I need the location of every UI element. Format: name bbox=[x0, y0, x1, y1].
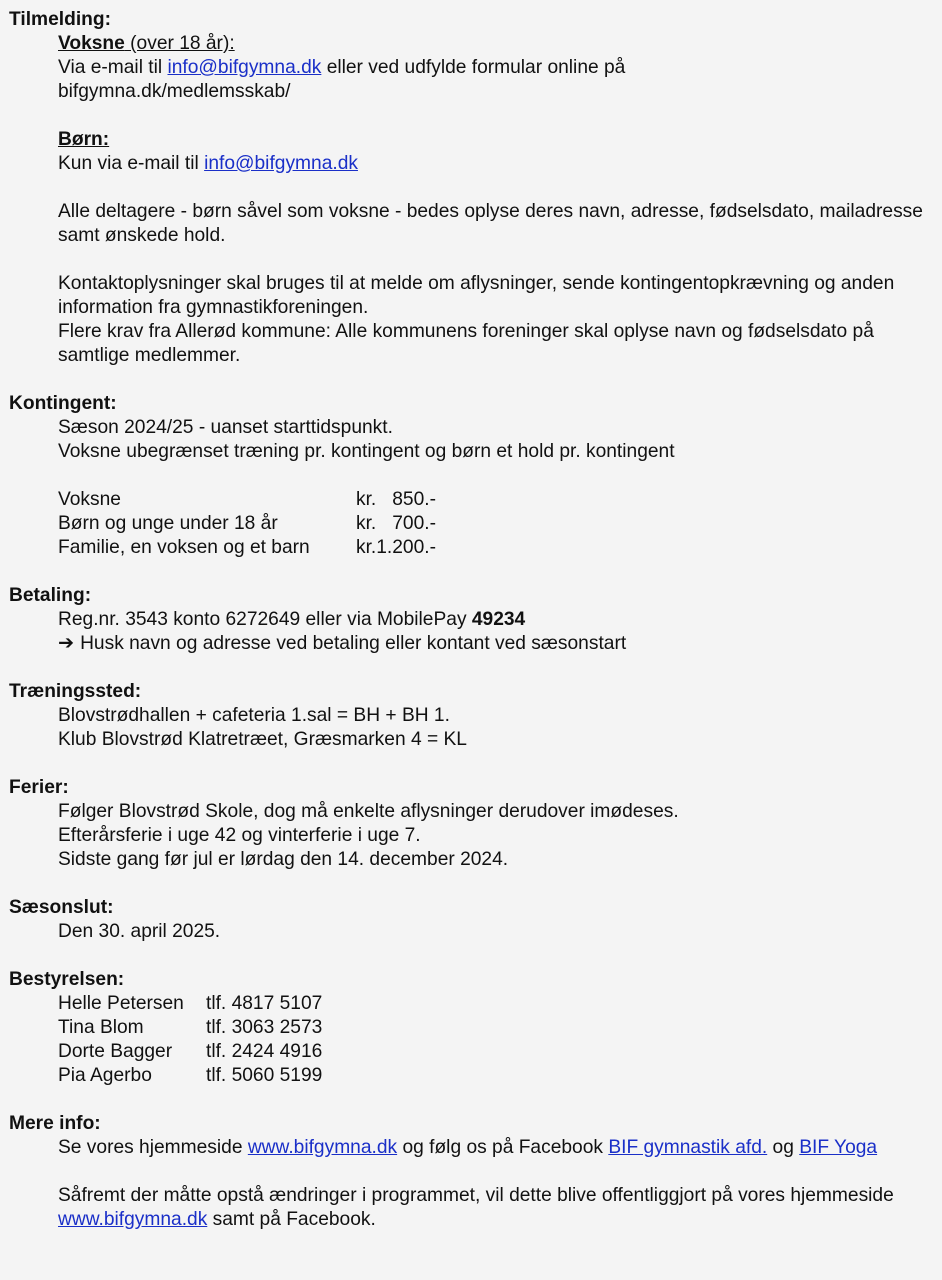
section-heading-traeningssted: Træningssted: bbox=[9, 681, 142, 702]
bestyrelsen-body bbox=[9, 992, 942, 1088]
mere-info-and: og bbox=[767, 1137, 800, 1158]
price-row bbox=[58, 536, 932, 560]
kontingent-body bbox=[9, 416, 942, 560]
ferier-line1: Følger Blovstrød Skole, dog må enkelte aflysninger derudover imødeses. bbox=[58, 801, 679, 822]
section-heading-bestyrelsen: Bestyrelsen: bbox=[9, 969, 125, 990]
price-label: Voksne bbox=[58, 489, 121, 510]
voksne-label: Voksne bbox=[58, 33, 125, 54]
ferier-body bbox=[9, 800, 942, 872]
traeningssted-body bbox=[9, 704, 942, 752]
traeningssted-line2: Klub Blovstrød Klatretræet, Græsmarken 4 = KL bbox=[58, 729, 467, 750]
voksne-line2: bifgymna.dk/medlemsskab/ bbox=[58, 81, 291, 102]
website-link[interactable]: www.bifgymna.dk bbox=[247, 1137, 398, 1158]
board-member-name: Pia Agerbo bbox=[58, 1065, 152, 1086]
betaling-line2 bbox=[58, 632, 932, 656]
board-member-name: Dorte Bagger bbox=[58, 1041, 173, 1062]
board-member-name: Tina Blom bbox=[58, 1017, 144, 1038]
board-member-phone: tlf. 5060 5199 bbox=[206, 1065, 323, 1086]
ferier-line2: Efterårsferie i uge 42 og vinterferie i uge 7. bbox=[58, 825, 421, 846]
voksne-line1-post: eller ved udfylde formular online på bbox=[321, 57, 626, 78]
board-member-row bbox=[58, 1064, 932, 1088]
board-member-row bbox=[58, 992, 932, 1016]
section-heading-kontingent: Kontingent: bbox=[9, 393, 117, 414]
price-value: kr. 850.- bbox=[356, 489, 436, 510]
section-heading-betaling: Betaling: bbox=[9, 585, 92, 606]
price-value: kr.1.200.- bbox=[356, 537, 436, 558]
voksne-suffix: (over 18 år): bbox=[124, 33, 235, 54]
mere-info-pre: Se vores hjemmeside bbox=[58, 1137, 248, 1158]
voksne-header bbox=[58, 32, 932, 56]
email-link-born[interactable]: info@bifgymna.dk bbox=[204, 153, 358, 174]
krav-text: Flere krav fra Allerød kommune: Alle kommunens foreninger skal oplyse navn og fødselsdato på samtlige medlemmer. bbox=[58, 321, 874, 366]
born-header bbox=[58, 128, 932, 152]
betaling-line1 bbox=[58, 608, 932, 632]
kontakt-text: Kontaktoplysninger skal bruges til at melde om aflysninger, sende kontingentopkrævning og anden information fra gymnastikforeningen. bbox=[58, 273, 895, 318]
kontingent-line1: Sæson 2024/25 - uanset starttidspunkt. bbox=[58, 417, 393, 438]
section-heading-ferier: Ferier: bbox=[9, 777, 69, 798]
notice-pre: Såfremt der måtte opstå ændringer i programmet, vil dette blive offentliggjort på vores hjemmeside bbox=[58, 1185, 894, 1206]
born-line bbox=[58, 152, 932, 176]
betaling-line1-pre: Reg.nr. 3543 konto 6272649 eller via MobilePay bbox=[58, 609, 472, 630]
board-member-phone: tlf. 2424 4916 bbox=[206, 1041, 323, 1062]
section-heading-tilmelding: Tilmelding: bbox=[9, 9, 111, 30]
price-label: Familie, en voksen og et barn bbox=[58, 537, 310, 558]
voksne-line1 bbox=[58, 56, 932, 80]
born-label: Børn: bbox=[58, 129, 110, 150]
voksne-line1-pre: Via e-mail til bbox=[58, 57, 168, 78]
notice-post: samt på Facebook. bbox=[207, 1209, 376, 1230]
facebook-yoga-link[interactable]: BIF Yoga bbox=[799, 1137, 878, 1158]
mobilepay-number: 49234 bbox=[471, 609, 526, 630]
kontingent-line2: Voksne ubegrænset træning pr. kontingent og børn et hold pr. kontingent bbox=[58, 441, 675, 462]
board-member-row bbox=[58, 1016, 932, 1040]
section-heading-mere-info: Mere info: bbox=[9, 1113, 101, 1134]
facebook-gymnastik-link[interactable]: BIF gymnastik afd. bbox=[608, 1137, 768, 1158]
tilmelding-body bbox=[9, 32, 942, 368]
arrow-right-icon: ➔ bbox=[58, 633, 75, 654]
email-link-voksne[interactable]: info@bifgymna.dk bbox=[167, 57, 322, 78]
notice-text bbox=[58, 1184, 932, 1232]
betaling-reminder: Husk navn og adresse ved betaling eller kontant ved sæsonstart bbox=[80, 633, 627, 654]
price-row bbox=[58, 512, 932, 536]
board-member-phone: tlf. 4817 5107 bbox=[206, 993, 323, 1014]
board-member-row bbox=[58, 1040, 932, 1064]
alle-deltagere-text: Alle deltagere - børn såvel som voksne - bedes oplyse deres navn, adresse, fødselsdato, mailadresse samt ønskede hold. bbox=[58, 201, 923, 246]
traeningssted-line1: Blovstrødhallen + cafeteria 1.sal = BH + BH 1. bbox=[58, 705, 450, 726]
ferier-line3: Sidste gang før jul er lørdag den 14. december 2024. bbox=[58, 849, 509, 870]
saesonslut-body bbox=[9, 920, 942, 944]
mere-info-body bbox=[9, 1136, 942, 1232]
mere-info-mid: og følg os på Facebook bbox=[397, 1137, 609, 1158]
board-member-phone: tlf. 3063 2573 bbox=[206, 1017, 323, 1038]
betaling-body bbox=[9, 608, 942, 656]
saesonslut-line1: Den 30. april 2025. bbox=[58, 921, 221, 942]
price-row bbox=[58, 488, 932, 512]
board-member-name: Helle Petersen bbox=[58, 993, 184, 1014]
website-link-notice[interactable]: www.bifgymna.dk bbox=[58, 1209, 208, 1230]
price-label: Børn og unge under 18 år bbox=[58, 513, 278, 534]
price-value: kr. 700.- bbox=[356, 513, 436, 534]
section-heading-saesonslut: Sæsonslut: bbox=[9, 897, 114, 918]
born-line-pre: Kun via e-mail til bbox=[58, 153, 205, 174]
mere-info-line1 bbox=[58, 1136, 932, 1160]
